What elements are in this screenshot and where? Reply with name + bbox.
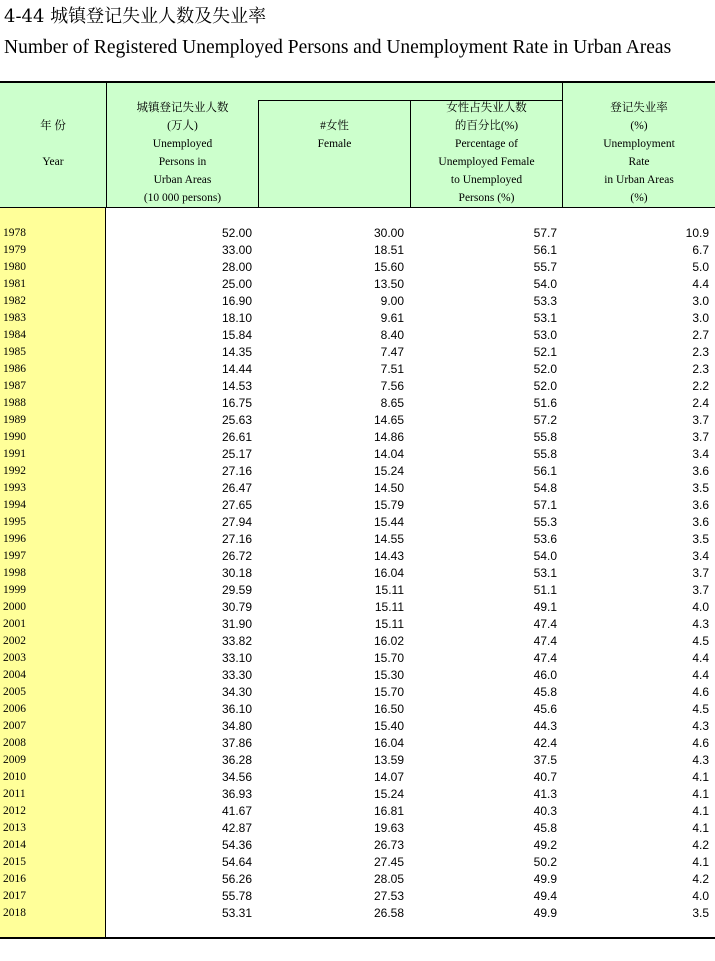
cell-female: 16.50 bbox=[373, 702, 404, 716]
cell-unemployed: 54.36 bbox=[221, 838, 252, 852]
cell-unemployed: 33.10 bbox=[221, 651, 252, 665]
cell-unemployed: 27.16 bbox=[221, 464, 252, 478]
cell-year: 2014 bbox=[3, 839, 26, 851]
cell-unemployment-rate: 3.0 bbox=[692, 294, 709, 308]
cell-female: 14.65 bbox=[373, 413, 404, 427]
cell-unemployment-rate: 4.0 bbox=[692, 600, 709, 614]
table-row bbox=[0, 344, 715, 361]
cell-unemployment-rate: 4.0 bbox=[692, 889, 709, 903]
cell-female: 14.04 bbox=[373, 447, 404, 461]
cell-female: 13.59 bbox=[373, 753, 404, 767]
cell-unemployment-rate: 3.5 bbox=[692, 532, 709, 546]
cell-unemployment-rate: 3.4 bbox=[692, 447, 709, 461]
cell-female: 13.50 bbox=[373, 277, 404, 291]
cell-female-percentage: 41.3 bbox=[533, 787, 557, 801]
cell-unemployed: 36.28 bbox=[221, 753, 252, 767]
cell-female: 8.65 bbox=[380, 396, 404, 410]
cell-female: 16.02 bbox=[373, 634, 404, 648]
table-row bbox=[0, 225, 715, 242]
cell-unemployed: 30.79 bbox=[221, 600, 252, 614]
cell-female-percentage: 57.1 bbox=[533, 498, 557, 512]
header-female-line: Female bbox=[317, 138, 352, 150]
table-row bbox=[0, 446, 715, 463]
cell-female: 16.81 bbox=[373, 804, 404, 818]
cell-unemployment-rate: 2.3 bbox=[692, 345, 709, 359]
table-row bbox=[0, 412, 715, 429]
cell-unemployment-rate: 4.4 bbox=[692, 668, 709, 682]
cell-unemployment-rate: 2.3 bbox=[692, 362, 709, 376]
cell-unemployed: 55.78 bbox=[221, 889, 252, 903]
header-unemployed-line: Urban Areas bbox=[153, 174, 212, 186]
cell-unemployment-rate: 4.1 bbox=[692, 770, 709, 784]
cell-female: 14.07 bbox=[373, 770, 404, 784]
cell-unemployment-rate: 4.1 bbox=[692, 804, 709, 818]
table-row bbox=[0, 497, 715, 514]
cell-female-percentage: 53.3 bbox=[533, 294, 557, 308]
cell-unemployment-rate: 3.7 bbox=[692, 583, 709, 597]
cell-female-percentage: 40.7 bbox=[533, 770, 557, 784]
header-female-percentage-line: Persons (%) bbox=[458, 192, 515, 204]
table-row bbox=[0, 684, 715, 701]
cell-year: 2005 bbox=[3, 686, 26, 698]
cell-unemployed: 33.82 bbox=[221, 634, 252, 648]
cell-unemployed: 26.72 bbox=[221, 549, 252, 563]
table-row bbox=[0, 888, 715, 905]
header-rate-line: (%) bbox=[630, 120, 648, 132]
cell-unemployed: 36.10 bbox=[221, 702, 252, 716]
cell-year: 2008 bbox=[3, 737, 26, 749]
table-row bbox=[0, 514, 715, 531]
cell-female-percentage: 54.0 bbox=[533, 549, 557, 563]
cell-unemployment-rate: 3.7 bbox=[692, 413, 709, 427]
table-row bbox=[0, 633, 715, 650]
cell-unemployed: 25.17 bbox=[221, 447, 252, 461]
cell-female: 14.86 bbox=[373, 430, 404, 444]
cell-unemployed: 29.59 bbox=[221, 583, 252, 597]
header-rate-line: 登记失业率 bbox=[610, 102, 668, 114]
table-row bbox=[0, 616, 715, 633]
cell-unemployed: 27.94 bbox=[221, 515, 252, 529]
cell-female: 9.61 bbox=[380, 311, 404, 325]
cell-unemployed: 27.65 bbox=[221, 498, 252, 512]
cell-unemployment-rate: 2.2 bbox=[692, 379, 709, 393]
cell-unemployment-rate: 4.5 bbox=[692, 634, 709, 648]
cell-year: 2007 bbox=[3, 720, 26, 732]
cell-year: 2010 bbox=[3, 771, 26, 783]
header-year-cn: 年 份 bbox=[40, 120, 66, 132]
table-row bbox=[0, 769, 715, 786]
cell-unemployed: 16.75 bbox=[221, 396, 252, 410]
cell-unemployed: 56.26 bbox=[221, 872, 252, 886]
cell-year: 2004 bbox=[3, 669, 26, 681]
table-row bbox=[0, 854, 715, 871]
header-female-percentage-line: to Unemployed bbox=[450, 174, 523, 186]
table-row bbox=[0, 361, 715, 378]
cell-female-percentage: 49.1 bbox=[533, 600, 557, 614]
header-unemployed-line: (万人) bbox=[167, 120, 198, 132]
cell-unemployed: 52.00 bbox=[221, 226, 252, 240]
cell-unemployment-rate: 3.4 bbox=[692, 549, 709, 563]
cell-female-percentage: 55.8 bbox=[533, 447, 557, 461]
table-row bbox=[0, 701, 715, 718]
cell-female-percentage: 37.5 bbox=[533, 753, 557, 767]
cell-unemployment-rate: 2.4 bbox=[692, 396, 709, 410]
cell-female-percentage: 55.7 bbox=[533, 260, 557, 274]
cell-female-percentage: 47.4 bbox=[533, 617, 557, 631]
cell-unemployment-rate: 3.6 bbox=[692, 498, 709, 512]
table-row bbox=[0, 667, 715, 684]
cell-female-percentage: 57.7 bbox=[533, 226, 557, 240]
table-row bbox=[0, 565, 715, 582]
table-row bbox=[0, 293, 715, 310]
table-row bbox=[0, 242, 715, 259]
cell-unemployment-rate: 3.5 bbox=[692, 481, 709, 495]
cell-unemployment-rate: 3.7 bbox=[692, 430, 709, 444]
cell-unemployment-rate: 5.0 bbox=[692, 260, 709, 274]
cell-female-percentage: 45.8 bbox=[533, 685, 557, 699]
cell-year: 1999 bbox=[3, 584, 26, 596]
header-female-percentage-line: Unemployed Female bbox=[438, 156, 535, 168]
table-row bbox=[0, 276, 715, 293]
cell-female: 15.60 bbox=[373, 260, 404, 274]
cell-unemployment-rate: 3.6 bbox=[692, 515, 709, 529]
cell-year: 2015 bbox=[3, 856, 26, 868]
cell-unemployed: 16.90 bbox=[221, 294, 252, 308]
cell-unemployed: 27.16 bbox=[221, 532, 252, 546]
cell-female-percentage: 52.0 bbox=[533, 379, 557, 393]
cell-female-percentage: 49.9 bbox=[533, 872, 557, 886]
cell-unemployment-rate: 4.1 bbox=[692, 855, 709, 869]
cell-year: 1986 bbox=[3, 363, 26, 375]
cell-female-percentage: 53.0 bbox=[533, 328, 557, 342]
table-row bbox=[0, 718, 715, 735]
header-unemployed-line: Persons in bbox=[158, 156, 207, 168]
cell-unemployment-rate: 3.5 bbox=[692, 906, 709, 920]
cell-unemployed: 25.63 bbox=[221, 413, 252, 427]
cell-female: 27.45 bbox=[373, 855, 404, 869]
cell-unemployed: 26.47 bbox=[221, 481, 252, 495]
cell-year: 1990 bbox=[3, 431, 26, 443]
cell-year: 2018 bbox=[3, 907, 26, 919]
cell-female: 27.53 bbox=[373, 889, 404, 903]
cell-unemployment-rate: 4.6 bbox=[692, 736, 709, 750]
table-row bbox=[0, 735, 715, 752]
header-rate-line: Rate bbox=[628, 156, 650, 168]
cell-year: 2002 bbox=[3, 635, 26, 647]
header-female bbox=[259, 83, 410, 207]
cell-female-percentage: 46.0 bbox=[533, 668, 557, 682]
cell-unemployment-rate: 4.1 bbox=[692, 821, 709, 835]
cell-unemployed: 34.56 bbox=[221, 770, 252, 784]
cell-unemployment-rate: 3.6 bbox=[692, 464, 709, 478]
table-row bbox=[0, 803, 715, 820]
cell-year: 1980 bbox=[3, 261, 26, 273]
cell-unemployment-rate: 6.7 bbox=[692, 243, 709, 257]
cell-year: 2016 bbox=[3, 873, 26, 885]
cell-year: 1992 bbox=[3, 465, 26, 477]
table-body bbox=[0, 225, 715, 922]
header-unemployed-line: Unemployed bbox=[152, 138, 213, 150]
cell-female-percentage: 56.1 bbox=[533, 464, 557, 478]
cell-unemployed: 14.53 bbox=[221, 379, 252, 393]
cell-unemployed: 26.61 bbox=[221, 430, 252, 444]
cell-female: 7.47 bbox=[380, 345, 404, 359]
cell-female-percentage: 40.3 bbox=[533, 804, 557, 818]
cell-unemployed: 25.00 bbox=[221, 277, 252, 291]
cell-unemployed: 34.80 bbox=[221, 719, 252, 733]
table-row bbox=[0, 650, 715, 667]
cell-female: 14.50 bbox=[373, 481, 404, 495]
table-row bbox=[0, 820, 715, 837]
cell-female: 15.79 bbox=[373, 498, 404, 512]
cell-year: 2013 bbox=[3, 822, 26, 834]
cell-female: 15.70 bbox=[373, 685, 404, 699]
cell-female: 7.56 bbox=[380, 379, 404, 393]
cell-year: 1997 bbox=[3, 550, 26, 562]
table-row bbox=[0, 752, 715, 769]
cell-unemployment-rate: 3.7 bbox=[692, 566, 709, 580]
cell-female: 15.24 bbox=[373, 464, 404, 478]
cell-female-percentage: 55.8 bbox=[533, 430, 557, 444]
cell-year: 1982 bbox=[3, 295, 26, 307]
header-unemployed bbox=[107, 83, 258, 207]
header-rate-line: Unemployment bbox=[603, 138, 675, 150]
cell-female: 9.00 bbox=[380, 294, 404, 308]
cell-female-percentage: 56.1 bbox=[533, 243, 557, 257]
cell-year: 2003 bbox=[3, 652, 26, 664]
cell-unemployed: 28.00 bbox=[221, 260, 252, 274]
cell-year: 2006 bbox=[3, 703, 26, 715]
cell-unemployment-rate: 4.3 bbox=[692, 617, 709, 631]
cell-female-percentage: 51.6 bbox=[533, 396, 557, 410]
cell-year: 1989 bbox=[3, 414, 26, 426]
cell-unemployment-rate: 4.5 bbox=[692, 702, 709, 716]
cell-unemployment-rate: 4.3 bbox=[692, 719, 709, 733]
table-row bbox=[0, 480, 715, 497]
table-title-chinese: 4-44 城镇登记失业人数及失业率 bbox=[4, 6, 267, 27]
cell-year: 1978 bbox=[3, 227, 26, 239]
cell-unemployment-rate: 4.4 bbox=[692, 651, 709, 665]
cell-female-percentage: 54.8 bbox=[533, 481, 557, 495]
table-row bbox=[0, 395, 715, 412]
cell-female: 15.30 bbox=[373, 668, 404, 682]
cell-female: 15.40 bbox=[373, 719, 404, 733]
cell-unemployed: 54.64 bbox=[221, 855, 252, 869]
cell-female: 30.00 bbox=[373, 226, 404, 240]
table-row bbox=[0, 429, 715, 446]
table-row bbox=[0, 531, 715, 548]
cell-unemployed: 42.87 bbox=[221, 821, 252, 835]
cell-year: 1994 bbox=[3, 499, 26, 511]
table-header bbox=[0, 81, 715, 208]
header-unemployment-rate bbox=[563, 83, 715, 207]
cell-year: 1996 bbox=[3, 533, 26, 545]
header-female-line: #女性 bbox=[320, 120, 349, 132]
header-rate-line: (%) bbox=[630, 192, 648, 204]
header-female-percentage-line: 女性占失业人数 bbox=[446, 102, 527, 114]
table-title-english: Number of Registered Unemployed Persons and Unemployment Rate in Urban Areas bbox=[4, 37, 672, 58]
cell-female: 15.11 bbox=[374, 617, 404, 631]
cell-female-percentage: 51.1 bbox=[533, 583, 557, 597]
cell-female-percentage: 49.2 bbox=[533, 838, 557, 852]
cell-female: 14.43 bbox=[373, 549, 404, 563]
header-female-percentage bbox=[411, 83, 562, 207]
cell-female: 15.44 bbox=[373, 515, 404, 529]
cell-female: 7.51 bbox=[380, 362, 404, 376]
cell-year: 1993 bbox=[3, 482, 26, 494]
cell-unemployment-rate: 4.4 bbox=[692, 277, 709, 291]
cell-female: 18.51 bbox=[373, 243, 404, 257]
cell-unemployed: 53.31 bbox=[221, 906, 252, 920]
table-row bbox=[0, 378, 715, 395]
cell-year: 1988 bbox=[3, 397, 26, 409]
header-female-percentage-line: 的百分比(%) bbox=[454, 120, 519, 132]
table-row bbox=[0, 259, 715, 276]
table-row bbox=[0, 837, 715, 854]
cell-female-percentage: 53.6 bbox=[533, 532, 557, 546]
cell-year: 2011 bbox=[3, 788, 26, 800]
cell-unemployed: 18.10 bbox=[221, 311, 252, 325]
cell-unemployed: 36.93 bbox=[221, 787, 252, 801]
cell-female-percentage: 44.3 bbox=[533, 719, 557, 733]
cell-female: 8.40 bbox=[380, 328, 404, 342]
header-female-percentage-line: Percentage of bbox=[455, 138, 518, 150]
cell-female-percentage: 47.4 bbox=[533, 651, 557, 665]
cell-female-percentage: 47.4 bbox=[533, 634, 557, 648]
cell-year: 1985 bbox=[3, 346, 26, 358]
cell-female-percentage: 55.3 bbox=[533, 515, 557, 529]
cell-unemployed: 41.67 bbox=[221, 804, 252, 818]
cell-female-percentage: 54.0 bbox=[533, 277, 557, 291]
cell-year: 1983 bbox=[3, 312, 26, 324]
cell-year: 2001 bbox=[3, 618, 26, 630]
cell-unemployment-rate: 4.2 bbox=[692, 872, 709, 886]
cell-unemployed: 33.30 bbox=[221, 668, 252, 682]
cell-unemployment-rate: 4.6 bbox=[692, 685, 709, 699]
cell-unemployed: 34.30 bbox=[221, 685, 252, 699]
table-row bbox=[0, 582, 715, 599]
cell-female: 19.63 bbox=[373, 821, 404, 835]
cell-female: 28.05 bbox=[373, 872, 404, 886]
table-row bbox=[0, 599, 715, 616]
cell-female-percentage: 49.9 bbox=[533, 906, 557, 920]
table-row bbox=[0, 310, 715, 327]
table-row bbox=[0, 327, 715, 344]
cell-female-percentage: 45.6 bbox=[533, 702, 557, 716]
cell-female-percentage: 45.8 bbox=[533, 821, 557, 835]
cell-female: 15.11 bbox=[374, 583, 404, 597]
table-row bbox=[0, 548, 715, 565]
cell-female: 14.55 bbox=[373, 532, 404, 546]
header-unemployed-line: (10 000 persons) bbox=[143, 192, 222, 204]
cell-unemployment-rate: 10.9 bbox=[685, 226, 709, 240]
cell-female: 26.73 bbox=[373, 838, 404, 852]
cell-female: 16.04 bbox=[373, 736, 404, 750]
header-rate-line: in Urban Areas bbox=[604, 174, 674, 186]
cell-female-percentage: 52.0 bbox=[533, 362, 557, 376]
cell-female: 26.58 bbox=[373, 906, 404, 920]
cell-year: 1998 bbox=[3, 567, 26, 579]
header-unemployed-line: 城镇登记失业人数 bbox=[136, 102, 229, 114]
cell-female-percentage: 53.1 bbox=[533, 311, 557, 325]
cell-unemployment-rate: 3.0 bbox=[692, 311, 709, 325]
cell-unemployed: 30.18 bbox=[221, 566, 252, 580]
cell-unemployment-rate: 4.2 bbox=[692, 838, 709, 852]
cell-female: 15.70 bbox=[373, 651, 404, 665]
cell-female-percentage: 50.2 bbox=[533, 855, 557, 869]
cell-year: 2000 bbox=[3, 601, 26, 613]
table-row bbox=[0, 871, 715, 888]
cell-female-percentage: 52.1 bbox=[533, 345, 557, 359]
cell-unemployed: 37.86 bbox=[221, 736, 252, 750]
cell-female-percentage: 42.4 bbox=[533, 736, 557, 750]
cell-year: 1991 bbox=[3, 448, 26, 460]
table-row bbox=[0, 905, 715, 922]
cell-unemployment-rate: 2.7 bbox=[692, 328, 709, 342]
cell-unemployment-rate: 4.3 bbox=[692, 753, 709, 767]
table-row bbox=[0, 786, 715, 803]
cell-female: 15.24 bbox=[373, 787, 404, 801]
cell-unemployed: 14.35 bbox=[221, 345, 252, 359]
table-row bbox=[0, 463, 715, 480]
cell-year: 1984 bbox=[3, 329, 26, 341]
cell-year: 1979 bbox=[3, 244, 26, 256]
table-bottom-rule bbox=[0, 937, 715, 939]
cell-female-percentage: 49.4 bbox=[533, 889, 557, 903]
cell-female: 16.04 bbox=[373, 566, 404, 580]
header-year bbox=[0, 83, 106, 207]
cell-unemployed: 14.44 bbox=[221, 362, 252, 376]
cell-unemployed: 31.90 bbox=[221, 617, 252, 631]
cell-female: 15.11 bbox=[374, 600, 404, 614]
cell-unemployed: 15.84 bbox=[221, 328, 252, 342]
cell-year: 2009 bbox=[3, 754, 26, 766]
cell-female-percentage: 57.2 bbox=[533, 413, 557, 427]
cell-year: 2012 bbox=[3, 805, 26, 817]
cell-unemployed: 33.00 bbox=[221, 243, 252, 257]
cell-year: 1981 bbox=[3, 278, 26, 290]
cell-female-percentage: 53.1 bbox=[533, 566, 557, 580]
cell-year: 1987 bbox=[3, 380, 26, 392]
cell-unemployment-rate: 4.1 bbox=[692, 787, 709, 801]
cell-year: 2017 bbox=[3, 890, 26, 902]
header-year-en: Year bbox=[42, 156, 64, 168]
cell-year: 1995 bbox=[3, 516, 26, 528]
